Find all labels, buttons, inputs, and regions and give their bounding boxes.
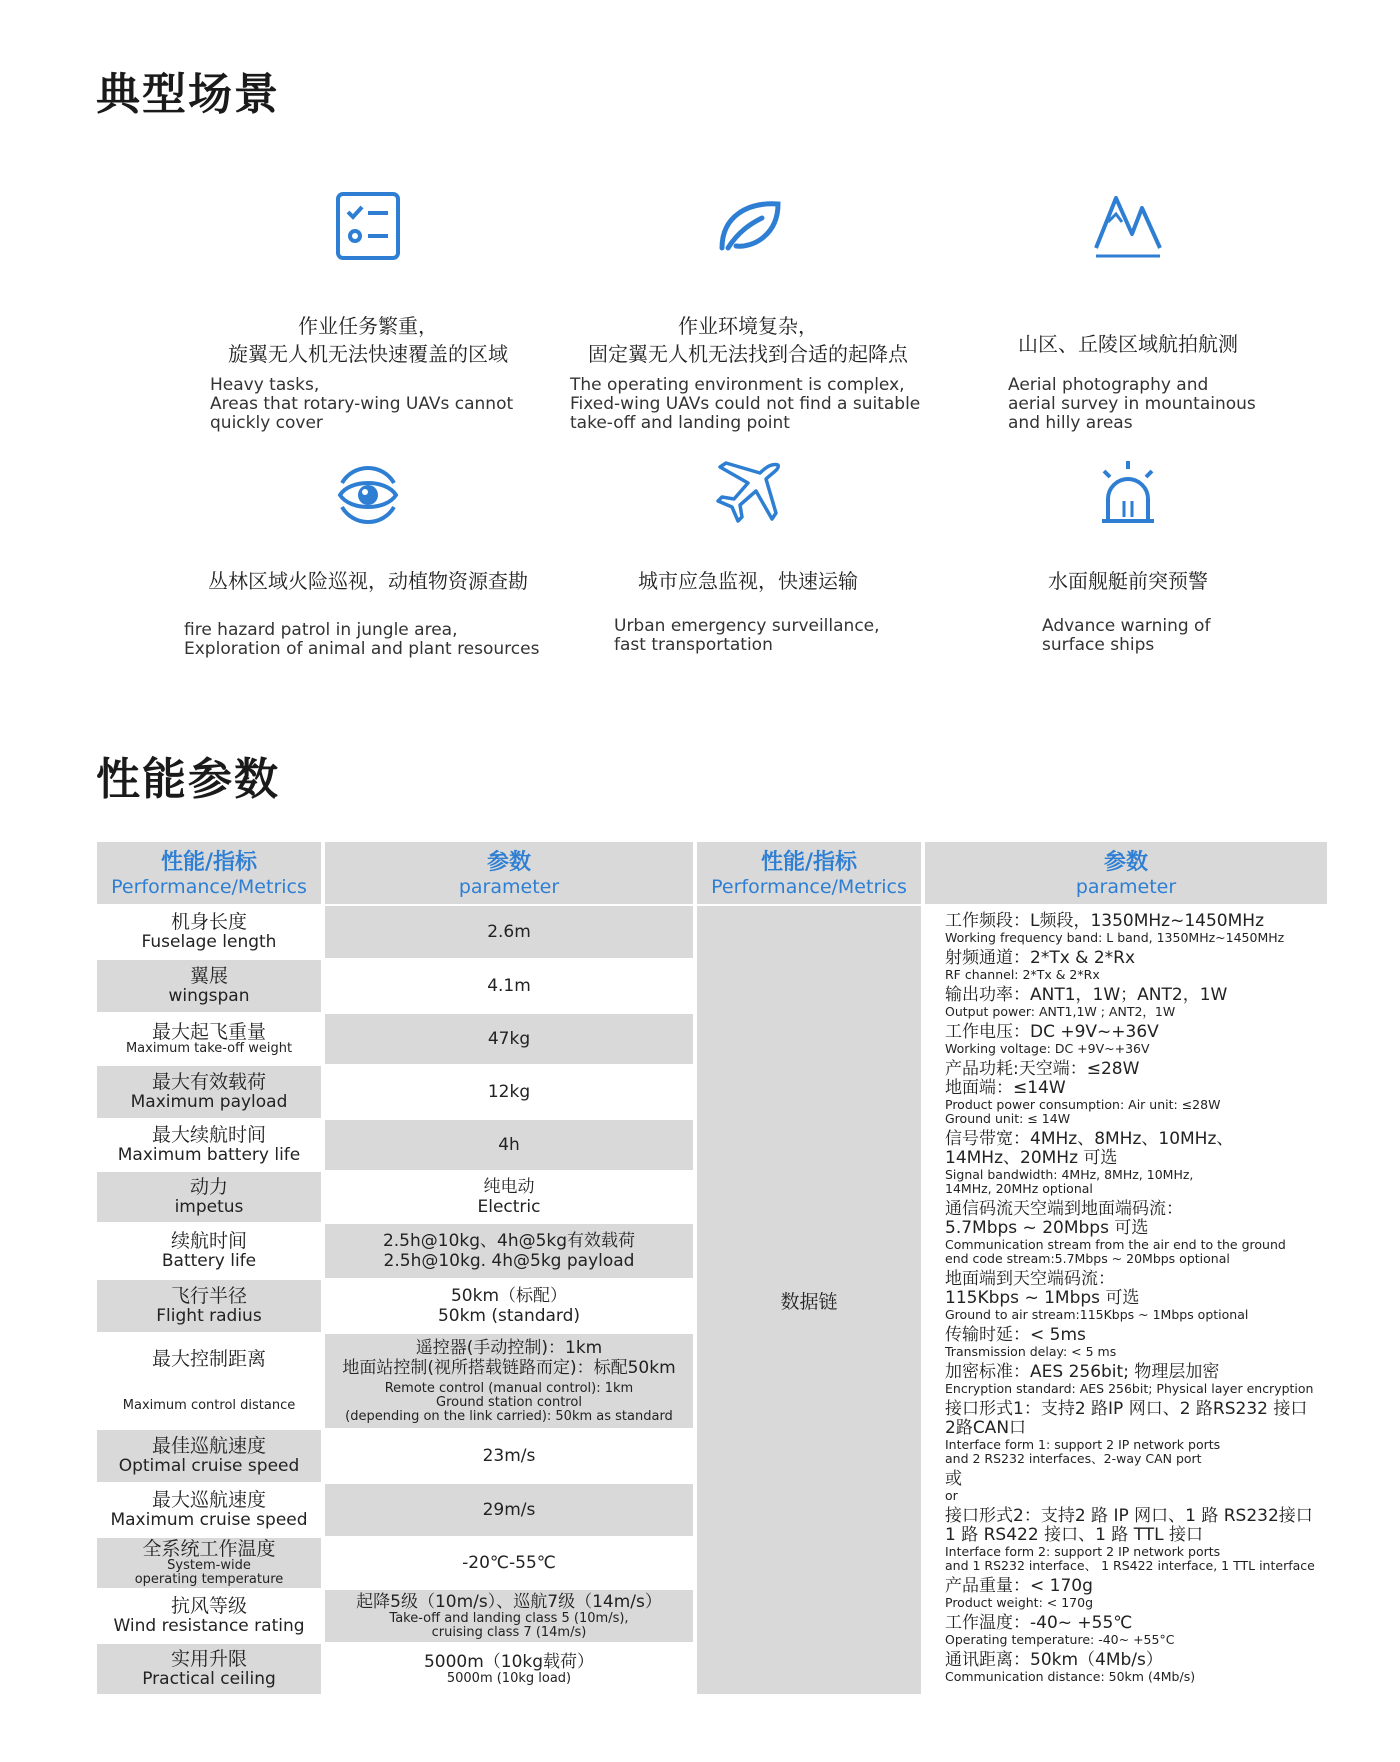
spec-item: 工作电压：DC +9V~+36V Working voltage: DC +9V~+36V — [945, 1022, 1159, 1056]
datalink-spec-cell — [925, 906, 1327, 1694]
table-row: 最大控制距离 Maximum control distance 遥控器(手动控制)：1km 地面站控制(视所搭载链路而定)：标配50km Remote control (manual control): 1km Ground station control (depending on the link carried): 50km as standard — [97, 1334, 693, 1428]
leaf-icon — [708, 186, 788, 266]
spec-item: 地面端到天空端码流： 115Kbps ~ 1Mbps 可选 Ground to air stream:115Kbps ~ 1Mbps optional — [945, 1269, 1249, 1322]
header-metric-2: 性能/指标 Performance/Metrics — [697, 842, 921, 904]
scenario-title-cn: 作业环境复杂， 固定翼无人机无法找到合适的起降点 — [588, 314, 908, 366]
spec-item: 接口形式1：支持2 路IP 网口、2 路RS232 接口 2路CAN口 Interface form 1: support 2 IP network ports and 2 RS232 interfaces、2-way CAN port — [945, 1399, 1308, 1466]
scenario-title-cn: 丛林区域火险巡视，动植物资源查勘 — [208, 569, 528, 593]
scenario-card — [178, 455, 558, 659]
scenario-text-en: Aerial photography and aerial survey in mountainous and hilly areas — [1008, 375, 1256, 433]
table-row: 机身长度 Fuselage length 2.6m — [97, 906, 693, 958]
spec-item: 信号带宽：4MHz、8MHz、10MHz、 14MHz、20MHz 可选 Signal bandwidth: 4MHz, 8MHz, 10MHz, 14MHz, 20MHz optional — [945, 1129, 1234, 1196]
checklist-icon — [328, 186, 408, 266]
spec-item: 或 or — [945, 1469, 962, 1503]
datalink-label-cell: 数据链 — [697, 906, 921, 1694]
mountain-icon — [1088, 186, 1168, 266]
table-row: 实用升限 Practical ceiling 5000m（10kg载荷） 5000m (10kg load) — [97, 1644, 693, 1694]
spec-item: 工作频段：L频段，1350MHz~1450MHz Working frequency band: L band, 1350MHz~1450MHz — [945, 911, 1285, 945]
scenario-title-cn: 山区、丘陵区域航拍航测 — [1018, 332, 1238, 356]
spec-item: 通信码流天空端到地面端码流： 5.7Mbps ~ 20Mbps 可选 Communication stream from the air end to the ground end code stream:5.7Mbps ~ 20Mbps optional — [945, 1199, 1286, 1266]
table-row: 最大起飞重量 Maximum take-off weight 47kg — [97, 1014, 693, 1064]
scenario-card — [178, 186, 558, 433]
table-row: 最佳巡航速度 Optimal cruise speed 23m/s — [97, 1430, 693, 1482]
alarm-light-icon — [1088, 455, 1168, 535]
spec-item: 射频通道：2*Tx & 2*Rx RF channel: 2*Tx & 2*Rx — [945, 948, 1136, 982]
header-param: 参数 parameter — [325, 842, 693, 904]
table-row: 最大有效载荷 Maximum payload 12kg — [97, 1066, 693, 1118]
section-title-scenarios: 典型场景 — [96, 69, 280, 120]
table-row: 抗风等级 Wind resistance rating 起降5级（10m/s）、巡航7级（14m/s） Take-off and landing class 5 (10m/s), cruising class 7 (14m/s) — [97, 1590, 693, 1642]
spec-item: 传输时延：< 5ms Transmission delay: < 5 ms — [945, 1325, 1117, 1359]
table-row: 最大巡航速度 Maximum cruise speed 29m/s — [97, 1484, 693, 1536]
table-row: 翼展 wingspan 4.1m — [97, 960, 693, 1012]
section-title-performance: 性能参数 — [96, 754, 280, 805]
scenario-card — [938, 186, 1318, 433]
scenario-title-cn: 作业任务繁重， 旋翼无人机无法快速覆盖的区域 — [228, 314, 508, 366]
airplane-icon — [708, 455, 788, 535]
header-metric: 性能/指标 Performance/Metrics — [97, 842, 321, 904]
table-row: 飞行半径 Flight radius 50km（标配） 50km (standard) — [97, 1280, 693, 1332]
scenario-text-en: Heavy tasks, Areas that rotary-wing UAVs cannot quickly cover — [210, 375, 514, 433]
spec-item: 加密标准：AES 256bit; 物理层加密 Encryption standard: AES 256bit; Physical layer encryption — [945, 1362, 1314, 1396]
eye-icon — [328, 455, 408, 535]
table-row: 动力 impetus 纯电动 Electric — [97, 1172, 693, 1222]
scenario-card — [938, 455, 1318, 655]
spec-item: 输出功率：ANT1，1W；ANT2，1W Output power: ANT1,1W ; ANT2，1W — [945, 985, 1228, 1019]
scenario-text-en: The operating environment is complex, Fixed-wing UAVs could not find a suitable take-off and landing point — [570, 375, 921, 433]
header-param-2: 参数 parameter — [925, 842, 1327, 904]
spec-item: 产品功耗:天空端：≤28W 地面端：≤14W Product power consumption: Air unit: ≤28W Ground unit: ≤ 14W — [945, 1059, 1221, 1126]
spec-item: 通讯距离：50km（4Mb/s） Communication distance: 50km (4Mb/s) — [945, 1650, 1196, 1684]
scenario-card — [558, 455, 938, 655]
spec-item: 工作温度：-40~ +55℃ Operating temperature: -40~ +55°C — [945, 1613, 1175, 1647]
scenario-text-en: fire hazard patrol in jungle area, Exploration of animal and plant resources — [184, 620, 540, 659]
scenario-card — [558, 186, 938, 433]
scenario-text-en: Advance warning of surface ships — [1042, 616, 1211, 655]
table-row: 续航时间 Battery life 2.5h@10kg、4h@5kg有效载荷 2.5h@10kg. 4h@5kg payload — [97, 1224, 693, 1278]
table-row: 最大续航时间 Maximum battery life 4h — [97, 1120, 693, 1170]
spec-item: 产品重量：< 170g Product weight: < 170g — [945, 1576, 1094, 1610]
scenario-title-cn: 城市应急监视，快速运输 — [638, 569, 858, 593]
scenario-title-cn: 水面舰艇前突预警 — [1048, 569, 1208, 593]
table-row: 全系统工作温度 System-wide operating temperature -20℃-55℃ — [97, 1538, 693, 1588]
spec-item: 接口形式2：支持2 路 IP 网口、1 路 RS232接口 1 路 RS422 接口、1 路 TTL 接口 Interface form 2: support 2 IP network ports and 1 RS232 interface、 1 RS422 interface, 1 TTL interface — [945, 1506, 1315, 1573]
scenario-text-en: Urban emergency surveillance, fast transportation — [614, 616, 880, 655]
